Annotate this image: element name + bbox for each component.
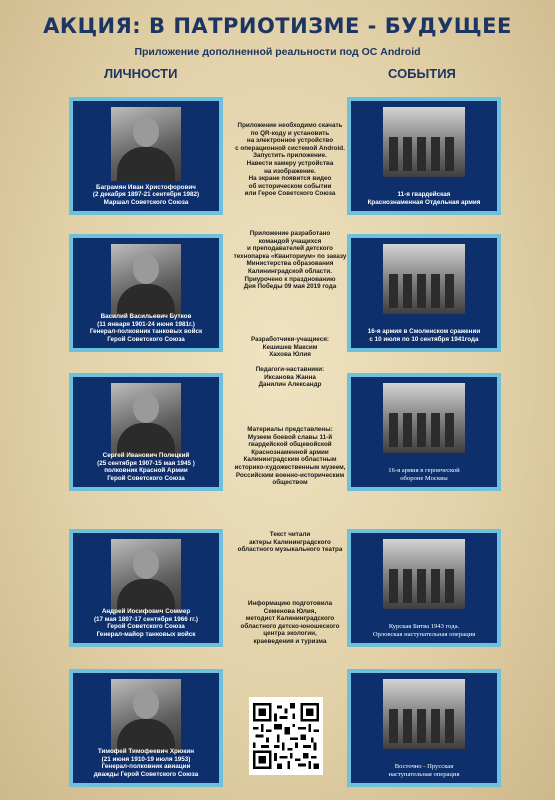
person-rank: Генерал-полковник танковых войск [89, 328, 203, 336]
text-line: Материалы представлены: [247, 426, 333, 433]
mentors [225, 366, 355, 389]
page-subtitle: Приложение дополненной реальности под ОС Android [134, 46, 421, 58]
text-line: Иксанова Жанна [264, 373, 316, 381]
text-line: Кешишев Максим [262, 343, 318, 351]
person-card [69, 669, 223, 787]
text-line: Калининградской области. [248, 267, 332, 275]
event-title: Восточно - Прусская [394, 763, 454, 771]
event-title: 11-я гвардейская [397, 191, 451, 199]
events-column-heading: СОБЫТИЯ [388, 66, 456, 81]
text-line: Навести камеру устройства [246, 159, 334, 167]
text-line: историко-художественным музеем, [234, 463, 346, 471]
text-line: областного детско-юношеского [240, 622, 340, 630]
event-subtitle: Орловская наступательная операция [372, 631, 476, 639]
person-name: Баграмян Иван Христофорович [96, 183, 196, 191]
event-card [347, 373, 501, 491]
event-title: Курская Битва 1943 года. [388, 623, 460, 631]
person-title: Герой Советского Союза [107, 623, 185, 631]
person-card [69, 373, 223, 491]
event-photo [383, 679, 465, 749]
person-card [69, 529, 223, 647]
text-line: краеведения и туризма [253, 637, 327, 645]
portrait-photo [111, 244, 181, 318]
text-line: Калининградским областным [243, 456, 337, 464]
person-dates: (11 января 1901-24 июня 1981г.) [97, 320, 195, 328]
event-subtitle: с 10 июля по 10 сентября 1941года [369, 336, 479, 344]
person-name: Василий Васильевич Бутков [100, 312, 192, 320]
text-line: актеры Калининградского [249, 538, 331, 546]
person-title: Герой Советского Союза [107, 475, 185, 483]
text-line: Министерства образования [246, 260, 334, 268]
event-subtitle: обороне Москвы [400, 475, 448, 483]
text-line: и преподавателей детского [247, 245, 333, 253]
event-card [347, 234, 501, 352]
text-line: Информацию подготовила [247, 600, 333, 607]
text-line: Российским военно-историческим [235, 471, 345, 479]
developer-info [225, 230, 355, 291]
portrait-photo [111, 383, 181, 457]
text-line: Приурочено к празднованию [244, 275, 336, 283]
text-line: областного музыкального театра [237, 546, 343, 554]
materials-credit [225, 426, 355, 487]
text-line: На экране появится видео [248, 175, 332, 183]
text-line: обществом [272, 479, 308, 487]
text-line: об историческом событии [248, 182, 332, 190]
student-developers [225, 336, 355, 359]
qr-code[interactable] [249, 697, 323, 775]
text-line: по QR-коду и установить [250, 129, 330, 137]
text-line: Разработчики-учащиеся: [250, 336, 330, 343]
person-rank: Маршал Советского Союза [103, 199, 189, 207]
voice-credit [225, 531, 355, 554]
event-photo [383, 244, 465, 314]
event-photo [383, 539, 465, 609]
event-subtitle: Краснознаменная Отдельная армия [367, 199, 481, 207]
event-subtitle: наступательная операция [388, 771, 460, 779]
text-line: или Герое Советского Союза [244, 190, 336, 198]
text-line: Педагоги-наставники: [255, 366, 325, 373]
portrait-photo [111, 107, 181, 181]
person-name: Сергей Иванович Полецкий [102, 451, 190, 459]
text-line: гвардейской общевойской [248, 441, 332, 449]
portrait-photo [111, 539, 181, 613]
person-dates: (2 декабря 1897-21 сентября 1982) [92, 191, 200, 199]
event-card [347, 669, 501, 787]
person-dates: (21 июня 1910-19 июля 1953) [101, 755, 191, 763]
text-line: Краснознаменной армии [251, 448, 329, 456]
text-line: центра экологии, [263, 630, 317, 638]
text-line: Приложение разработано [249, 230, 331, 237]
text-line: Семенова Юлия, [263, 607, 317, 615]
text-line: Данилин Александр [258, 381, 322, 389]
event-card [347, 97, 501, 215]
page-title: АКЦИЯ: В ПАТРИОТИЗМЕ - БУДУЩЕЕ [43, 14, 512, 38]
text-line: технопарка «Кванториум» по заказу [233, 252, 347, 260]
persons-column-heading: ЛИЧНОСТИ [104, 66, 178, 81]
person-card [69, 234, 223, 352]
person-rank: Генерал-полковник авиации [101, 763, 191, 771]
person-title: дважды Герой Советского Союза [93, 771, 199, 779]
text-line: на изображение. [264, 167, 316, 175]
portrait-photo [111, 679, 181, 753]
info-credit [225, 600, 355, 646]
text-line: с операционной системой Android. [235, 144, 345, 152]
text-line: Текст читали [269, 531, 311, 538]
person-rank: полковник Красной Армии [104, 467, 188, 475]
text-line: Музеем боевой славы 11-й [247, 433, 333, 441]
event-photo [383, 107, 465, 177]
person-dates: (17 мая 1897-17 сентября 1966 гг.) [93, 615, 199, 623]
install-instructions [225, 122, 355, 198]
person-title: Герой Советского Союза [107, 336, 185, 344]
text-line: методист Калининградского [245, 615, 335, 623]
qr-code-icon [253, 701, 319, 771]
person-card [69, 97, 223, 215]
text-line: командой учащихся [258, 237, 322, 245]
text-line: Хахова Юлия [269, 351, 311, 359]
person-name: Тимофей Тимофеевич Хрюкин [97, 747, 195, 755]
event-title: 16-я армия в Смоленском сражении [367, 328, 481, 336]
text-line: Дня Победы 09 мая 2019 года [243, 283, 337, 291]
person-dates: (25 сентября 1907-15 мая 1945 ) [97, 459, 195, 467]
event-card [347, 529, 501, 647]
event-title: 16-я армия в героической [388, 467, 460, 475]
person-rank: Генерал-майор танковых войск [96, 631, 196, 639]
event-photo [383, 383, 465, 453]
person-name: Андрей Иосифович Соммер [101, 607, 191, 615]
text-line: на электронное устройство [246, 137, 334, 145]
text-line: Приложение необходимо скачать [237, 122, 343, 129]
text-line: Запустить приложение. [253, 152, 327, 160]
